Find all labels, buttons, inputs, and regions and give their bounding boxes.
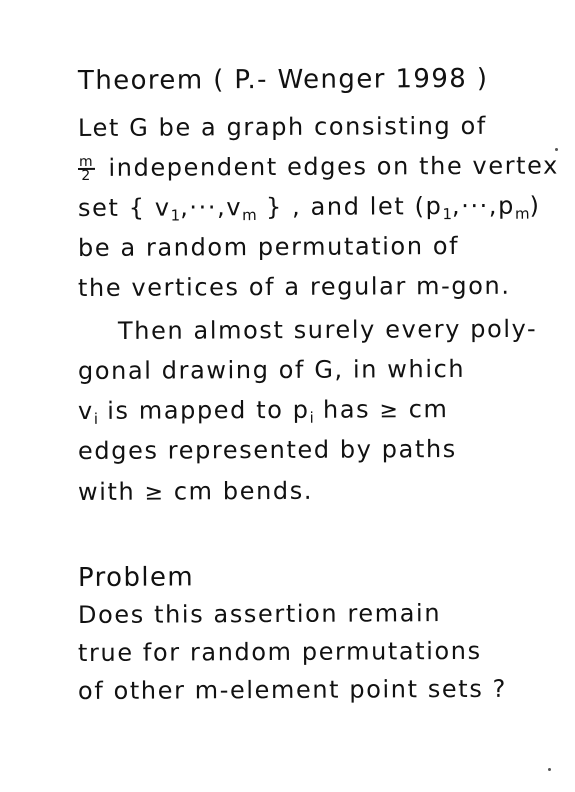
v-m: $v_m$ <box>226 193 257 225</box>
problem-line-3: of other m-element point sets ? <box>77 674 508 705</box>
theorem-heading-line <box>78 64 489 96</box>
scan-speck <box>555 148 558 151</box>
theorem-line-3 <box>78 191 541 231</box>
theorem-line-6: Then almost surely every poly- <box>117 314 538 345</box>
cm-text: cm <box>408 395 449 424</box>
scan-speck <box>548 768 551 771</box>
theorem-line-5: the vertices of a regular m-gon. <box>77 271 511 302</box>
p-i: $p_i$ <box>292 395 314 427</box>
ellipsis-2: ,···, <box>451 191 499 221</box>
problem-line-1: Does this assertion remain <box>77 599 442 629</box>
p-1: $p_1$ <box>425 192 453 224</box>
theorem-line-1: Let G be a graph consisting of <box>77 111 487 142</box>
v-i: $v_i$ <box>77 396 99 428</box>
fraction-denominator: 2 <box>81 167 92 184</box>
fraction-numerator: m <box>78 153 95 170</box>
geq-symbol: ≥ <box>379 398 400 424</box>
theorem-line-7: gonal drawing of G, in which <box>77 354 466 385</box>
theorem-line-9: edges represented by paths <box>77 435 457 465</box>
set-open: set { <box>77 193 146 222</box>
theorem-line-2 <box>78 150 559 183</box>
problem-line-2: true for random permutations <box>77 636 482 667</box>
p-m: $p_m$ <box>498 191 530 223</box>
theorem-line-2-text: independent edges on the vertex <box>108 151 559 182</box>
theorem-heading: Theorem <box>77 65 204 96</box>
v-1: $v_1$ <box>154 193 181 225</box>
theorem-attribution: ( P.- Wenger 1998 ) <box>213 63 489 96</box>
cm-bends-text: cm bends. <box>173 476 314 506</box>
geq-symbol-2: ≥ <box>144 480 165 506</box>
theorem-line-8 <box>78 394 449 434</box>
theorem-line-10 <box>78 476 313 509</box>
theorem-line-4: be a random permutation of <box>77 232 460 262</box>
with-text: with <box>77 477 136 506</box>
mapped-text: is mapped to <box>107 395 284 425</box>
problem-heading: Problem <box>77 562 195 593</box>
close-paren: ) <box>529 191 541 220</box>
ellipsis-1: ,···, <box>180 193 227 222</box>
fraction-m-over-2 <box>78 153 95 184</box>
let-text: } , and let ( <box>265 192 426 222</box>
has-text: has <box>322 395 371 424</box>
